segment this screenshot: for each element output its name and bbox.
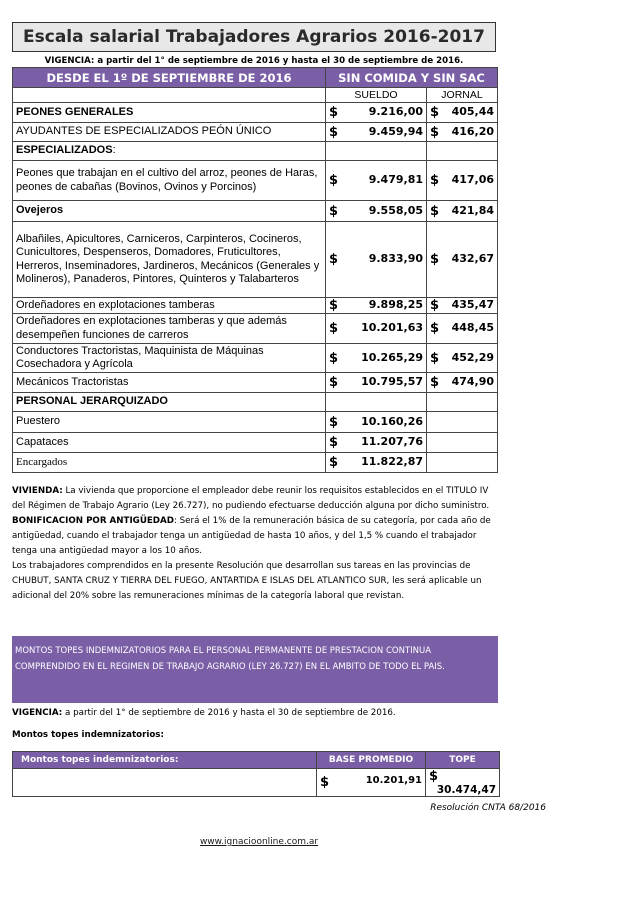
col-sueldo: SUELDO [326, 88, 427, 103]
row-sueldo: $ 9.216,00 [326, 103, 427, 123]
website-link[interactable]: www.ignacioonline.com.ar [199, 837, 319, 847]
table-row [13, 123, 498, 142]
row-sueldo-empty [326, 142, 427, 161]
row-category: AYUDANTES DE ESPECIALIZADOS PEÓN ÚNICO [13, 123, 326, 142]
row-sueldo: $ 9.459,94 [326, 123, 427, 142]
vivienda-paragraph: VIVIENDA: La vivienda que proporcione el empleador debe reunir los requisitos establecidos en el TITULO IV del Régimen de Trabajo Agrario (Ley 26.727), no pudiendo efectuarse deducción alguna por dicho suministro. [12, 486, 490, 511]
montos-label: Montos topes indemnizatorios: [12, 730, 164, 740]
row-category: Capataces [13, 433, 326, 453]
row-sueldo: $ 11.822,87 [326, 453, 427, 473]
row-jornal: $ 452,29 [427, 344, 498, 373]
row-category: Peones que trabajan en el cultivo del arroz, peones de Haras, peones de cabañas (Bovinos, Ovinos y Porcinos) [13, 161, 326, 201]
topes-col-base: BASE PROMEDIO [317, 752, 426, 769]
antiguedad-paragraph: BONIFICACION POR ANTIGÜEDAD: Será el 1% de la remuneración básica de su categoría, por cada año de antigüedad, cuando el trabajador tenga un antigüedad de hasta 10 años, y del 1,5 % cuando el trabajador tenga una antigüedad mayor a los 10 años. [12, 516, 491, 556]
topes-header-label: Montos topes indemnizatorios: [13, 752, 317, 769]
table-row [13, 412, 498, 433]
table-row [13, 142, 498, 161]
row-jornal-empty [427, 142, 498, 161]
table-row [13, 314, 498, 344]
row-jornal-empty [427, 433, 498, 453]
row-category: PERSONAL JERARQUIZADO [13, 393, 326, 412]
document-title: Escala salarial Trabajadores Agrarios 2016-2017 [23, 27, 485, 47]
table-row [13, 201, 498, 222]
salary-table [12, 67, 498, 473]
subheader-empty [13, 88, 326, 103]
table-row [13, 222, 498, 298]
header-right: SIN COMIDA Y SIN SAC [326, 68, 498, 88]
table-row [13, 344, 498, 373]
patagonia-paragraph: Los trabajadores comprendidos en la presente Resolución que desarrollan sus tareas en las provincias de CHUBUT, SANTA CRUZ Y TIERRA DEL FUEGO, ANTARTIDA E ISLAS DEL ATLANTICO SUR, les será aplicable un adicional del 20% sobre las remuneraciones mínimas de la categoría laboral que revistan. [12, 561, 482, 601]
row-jornal-empty [427, 453, 498, 473]
row-sueldo: $ 10.160,26 [326, 412, 427, 433]
header-left: DESDE EL 1º DE SEPTIEMBRE DE 2016 [13, 68, 326, 88]
topes-empty [13, 769, 317, 797]
row-jornal: $ 421,84 [427, 201, 498, 222]
row-category: Encargados [13, 453, 326, 473]
row-category: Ordeñadores en explotaciones tamberas y que además desempeñen funciones de carreros [13, 314, 326, 344]
conditions-text [12, 484, 498, 604]
row-jornal: $ 435,47 [427, 298, 498, 314]
topes-tope: $ 30.474,47 [426, 769, 500, 797]
table-row [13, 373, 498, 393]
row-sueldo: $ 9.558,05 [326, 201, 427, 222]
row-sueldo: $ 9.898,25 [326, 298, 427, 314]
row-jornal: $ 448,45 [427, 314, 498, 344]
row-sueldo: $ 10.795,57 [326, 373, 427, 393]
row-jornal: $ 474,90 [427, 373, 498, 393]
row-sueldo: $ 9.479,81 [326, 161, 427, 201]
salary-table-subheader [13, 88, 498, 103]
topes-banner: MONTOS TOPES INDEMNIZATORIOS PARA EL PERSONAL PERMANENTE DE PRESTACION CONTINUA COMPRENDIDO EN EL REGIMEN DE TRABAJO AGRARIO (LEY 26.727) EN EL AMBITO DE TODO EL PAIS. [12, 636, 498, 703]
topes-header [13, 752, 500, 769]
table-row [13, 161, 498, 201]
salary-table-header [13, 68, 498, 88]
vigencia-top: VIGENCIA: a partir del 1° de septiembre de 2016 y hasta el 30 de septiembre de 2016. [44, 56, 464, 66]
row-jornal: $ 405,44 [427, 103, 498, 123]
table-row [13, 433, 498, 453]
row-sueldo: $ 10.265,29 [326, 344, 427, 373]
topes-col-tope: TOPE [426, 752, 500, 769]
col-jornal: JORNAL [427, 88, 498, 103]
row-sueldo: $ 9.833,90 [326, 222, 427, 298]
table-row [13, 453, 498, 473]
row-category: Ordeñadores en explotaciones tamberas [13, 298, 326, 314]
row-category: ESPECIALIZADOS: [13, 142, 326, 161]
table-row [13, 103, 498, 123]
document-title-box [12, 22, 496, 52]
row-sueldo-empty [326, 393, 427, 412]
topes-values-row [13, 769, 500, 797]
row-category: Ovejeros [13, 201, 326, 222]
row-jornal-empty [427, 412, 498, 433]
resolucion: Resolución CNTA 68/2016 [430, 803, 546, 813]
row-category: Conductores Tractoristas, Maquinista de Máquinas Cosechadora y Agrícola [13, 344, 326, 373]
row-jornal: $ 432,67 [427, 222, 498, 298]
row-jornal: $ 417,06 [427, 161, 498, 201]
vigencia-bottom: VIGENCIA: a partir del 1° de septiembre de 2016 y hasta el 30 de septiembre de 2016. [12, 708, 396, 718]
row-category: Mecánicos Tractoristas [13, 373, 326, 393]
row-category: PEONES GENERALES [13, 103, 326, 123]
row-jornal-empty [427, 393, 498, 412]
topes-table [12, 751, 500, 797]
row-category: Albañiles, Apicultores, Carniceros, Carpinteros, Cocineros, Cunicultores, Despenseros, Domadores, Fruticultores, Herreros, Inseminadores, Jardineros, Mecánicos (Generales y Molineros), Panaderos, Pintores, Quinteros y Talabarteros [13, 222, 326, 298]
table-row [13, 298, 498, 314]
row-sueldo: $ 10.201,63 [326, 314, 427, 344]
table-row [13, 393, 498, 412]
topes-base: $ 10.201,91 [317, 769, 426, 797]
row-jornal: $ 416,20 [427, 123, 498, 142]
row-sueldo: $ 11.207,76 [326, 433, 427, 453]
row-category: Puestero [13, 412, 326, 433]
